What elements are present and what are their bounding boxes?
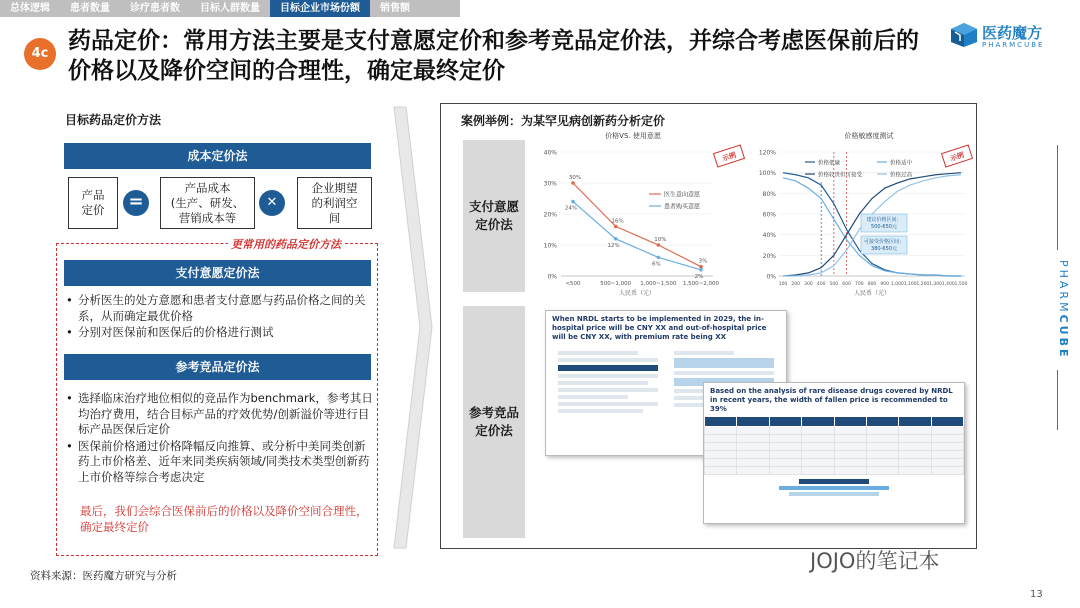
data-point xyxy=(699,265,703,269)
svg-text:示例: 示例 xyxy=(721,150,738,163)
nrdl-analysis-report-thumbnail xyxy=(703,382,965,524)
multiply-icon: ✕ xyxy=(259,190,285,216)
ref-bullet-list xyxy=(64,391,374,486)
x-tick-label: 1,200 xyxy=(916,282,930,287)
nav-tab[interactable]: 诊疗患者数 xyxy=(130,3,180,14)
x-tick-label: 1,400 xyxy=(941,282,955,287)
y-tick-label: 80% xyxy=(762,190,776,198)
legend-label: 患者购买意愿 xyxy=(664,203,701,211)
side-divider-top xyxy=(1057,145,1058,250)
nav-tab[interactable]: 目标企业市场份额 xyxy=(270,0,370,17)
nav-tab[interactable]: 总体逻辑 xyxy=(10,3,50,14)
expected-profit-box: 企业期望 的利润空 间 xyxy=(297,177,372,229)
data-point xyxy=(614,225,618,229)
conclusion-text: 最后，我们会综合医保前后的价格以及降价空间合理性，确定最终定价 xyxy=(80,504,368,534)
data-label: 16% xyxy=(611,218,624,225)
y-tick-label: 0% xyxy=(547,273,557,281)
section-badge: 4c xyxy=(24,38,56,70)
page-title: 药品定价：常用方法主要是支付意愿定价和参考竞品定价法，并综合考虑医保前后的价格以及降价空间的合理性，确定最终定价 xyxy=(68,28,919,84)
price-sensitivity-chart xyxy=(751,126,973,296)
nrdl-analysis-heading: Based on the analysis of rare disease drugs covered by NRDL in recent years, the width of fallen price is recommended to 39% xyxy=(710,387,953,413)
x-tick-label: 500~1,000 xyxy=(600,281,632,287)
x-tick-label: 300 xyxy=(804,282,813,287)
nav-tab[interactable]: 销售额 xyxy=(380,3,410,14)
data-point xyxy=(571,181,575,185)
nrdl-report-heading: When NRDL starts to be implemented in 2029, the in-hospital price will be CNY XX and out-of-hospital price will be CNY XX, with premium rate being XX xyxy=(552,315,767,341)
product-cost-box: 产品成本 (生产、研发、 营销成本等 xyxy=(160,177,255,229)
cube-logo-icon xyxy=(950,22,978,48)
data-point xyxy=(571,200,575,204)
x-tick-label: 1,500 xyxy=(954,282,968,287)
x-tick-label: 500 xyxy=(829,282,839,287)
data-point xyxy=(614,237,618,241)
data-label: 2% xyxy=(694,273,704,280)
x-tick-label: 200 xyxy=(791,282,801,287)
side-brand-text: PHARMCUBE xyxy=(1057,260,1070,360)
y-tick-label: 40% xyxy=(543,149,557,157)
example-stamp xyxy=(942,145,973,167)
right-arrow-icon xyxy=(392,105,434,550)
data-label: 6% xyxy=(651,261,661,268)
data-label: 24% xyxy=(564,205,578,212)
x-tick-label: 1,300 xyxy=(929,282,943,287)
common-methods-label: 更常用的药品定价方法 xyxy=(228,236,344,252)
x-tick-label: 1,000 xyxy=(890,282,904,287)
data-point xyxy=(657,256,661,260)
page-number: 13 xyxy=(1030,589,1043,600)
equals-icon: = xyxy=(123,190,149,216)
example-stamp xyxy=(714,145,745,167)
data-point xyxy=(657,243,661,247)
ref-bullet: • 医保前价格通过价格降幅反向推算、或分析中美同类创新药上市价格差、近年来同类疾病领域/同类技术类型创新药上市价格等综合考虑决定 xyxy=(64,439,374,486)
wechat-watermark: JOJO的笔记本 xyxy=(810,549,940,573)
legend-label: 价格较贵但可接受 xyxy=(818,172,863,179)
x-tick-label: 1,000~1,500 xyxy=(640,281,677,287)
x-tick-label: 800 xyxy=(867,282,877,287)
source-note: 资料来源：医药魔方研究与分析 xyxy=(30,570,177,582)
legend-label: 价格低廉 xyxy=(818,160,841,167)
y-tick-label: 0% xyxy=(766,273,776,281)
annotation-text: 可接受价格区间： xyxy=(863,239,905,245)
ref-pricing-bar: 参考竞品定价法 xyxy=(64,354,371,380)
pricing-methods-heading: 目标药品定价方法 xyxy=(65,113,162,127)
x-tick-label: 900 xyxy=(880,282,890,287)
case-example-panel xyxy=(440,103,977,549)
wtp-bullet-list xyxy=(64,293,374,342)
annotation-text: 建议价格区间： xyxy=(866,217,902,223)
wtp-method-label: 支付意愿 定价法 xyxy=(463,140,525,292)
x-tick-label: 100 xyxy=(778,282,788,287)
data-label: 10% xyxy=(654,237,667,243)
nav-tab[interactable]: 目标人群数量 xyxy=(200,3,260,14)
y-tick-label: 40% xyxy=(762,232,776,240)
logo-english: PHARMCUBE xyxy=(982,41,1045,49)
svg-text:示例: 示例 xyxy=(949,150,966,163)
x-axis-label: 人民币（元） xyxy=(618,290,656,296)
logo-chinese: 医药魔方 xyxy=(982,24,1043,42)
data-label: 30% xyxy=(568,175,582,181)
legend-label: 医生意向意愿 xyxy=(664,191,701,199)
y-tick-label: 10% xyxy=(543,242,557,250)
x-tick-label: 700 xyxy=(854,282,864,287)
data-point xyxy=(699,268,703,272)
case-example-title: 案例举例：为某罕见病创新药分析定价 xyxy=(461,114,666,128)
x-tick-label: 1,100 xyxy=(903,282,917,287)
company-logo xyxy=(950,22,1060,52)
price-vs-willingness-chart xyxy=(533,126,748,296)
x-tick-label: 1,500~2,000 xyxy=(682,281,720,287)
y-tick-label: 20% xyxy=(762,252,776,260)
annotation-text: 500-650元 xyxy=(871,224,897,230)
wtp-bullet: • 分别对医保前和医保后的价格进行测试 xyxy=(64,325,374,341)
x-tick-label: <500 xyxy=(565,281,581,287)
wtp-bullet: • 分析医生的处方意愿和患者支付意愿与药品价格之间的关系，从而确定最优价格 xyxy=(64,293,374,324)
wtp-pricing-bar: 支付意愿定价法 xyxy=(64,260,371,286)
side-divider-bottom xyxy=(1057,370,1058,430)
legend-label: 价格适中 xyxy=(890,160,913,167)
legend-label: 价格过高 xyxy=(890,172,913,179)
ref-method-label: 参考竞品 定价法 xyxy=(463,306,525,538)
y-tick-label: 120% xyxy=(758,149,776,157)
cost-pricing-bar: 成本定价法 xyxy=(64,143,371,169)
x-axis-label: 人民币（元） xyxy=(853,290,891,296)
y-tick-label: 60% xyxy=(762,211,776,219)
nav-tab[interactable]: 患者数量 xyxy=(70,3,110,14)
top-nav xyxy=(0,0,460,17)
annotation-text: 380-650元 xyxy=(871,246,897,252)
y-tick-label: 20% xyxy=(543,211,557,219)
chart-title: 价格敏感度测试 xyxy=(844,132,894,140)
rare-disease-drug-table xyxy=(704,416,964,475)
y-tick-label: 100% xyxy=(758,170,776,178)
chart-title: 价格VS. 使用意愿 xyxy=(605,132,661,140)
product-price-box: 产品 定价 xyxy=(68,177,118,229)
x-tick-label: 600 xyxy=(842,282,851,287)
y-tick-label: 30% xyxy=(543,180,557,188)
data-label: 12% xyxy=(607,242,620,249)
data-label: 3% xyxy=(698,258,708,265)
ref-bullet: • 选择临床治疗地位相似的竞品作为benchmark，参考其日均治疗费用，结合目标产品的疗效优势/创新溢价等进行目标产品医保后定价 xyxy=(64,391,374,438)
x-tick-label: 400 xyxy=(816,282,826,287)
